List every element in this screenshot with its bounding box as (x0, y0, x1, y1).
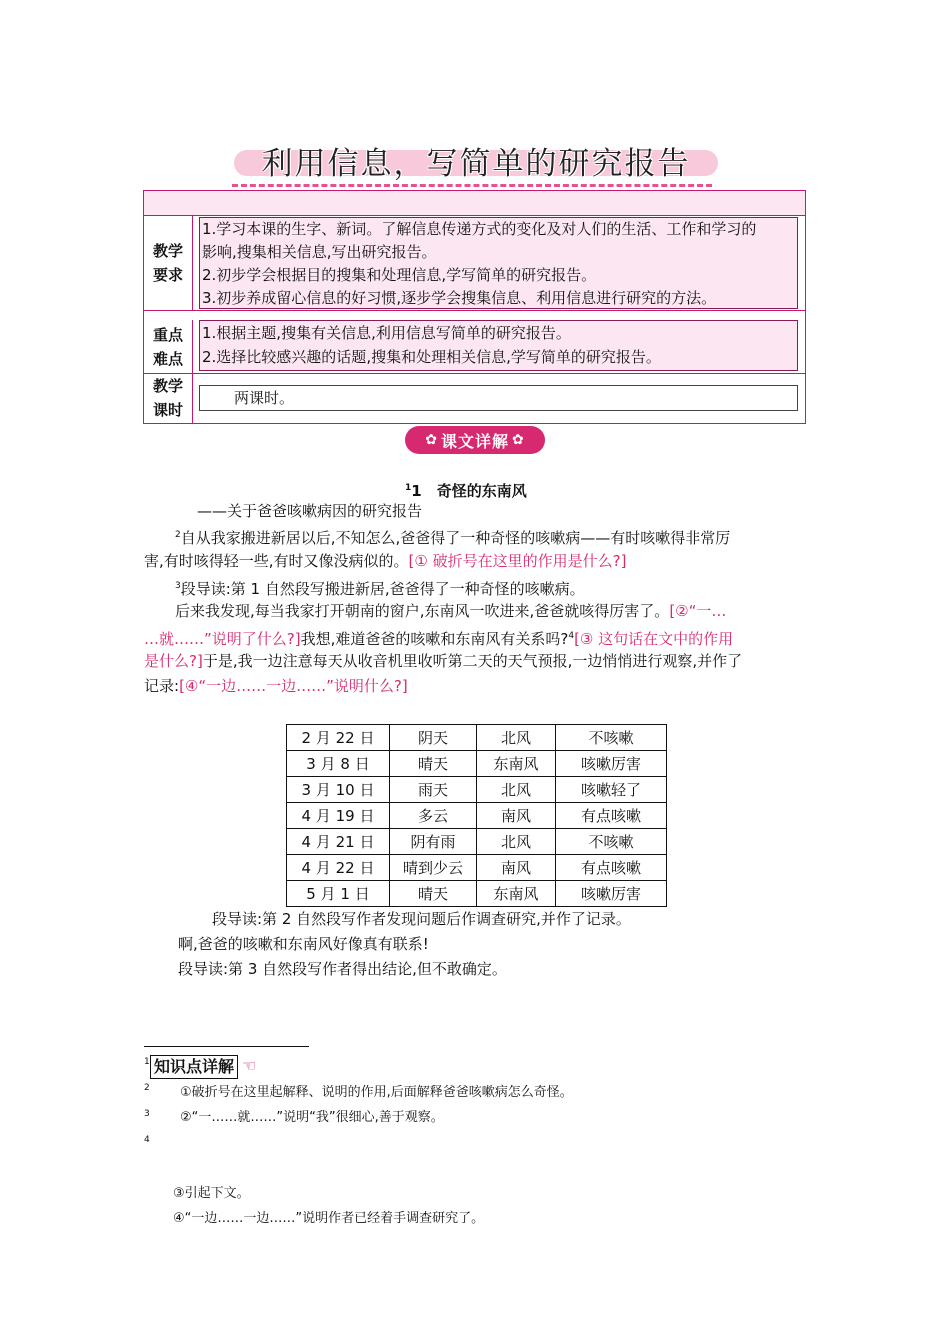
table-row (287, 829, 667, 855)
table-row (287, 777, 667, 803)
req-line-1: 1.学习本课的生字、新词。了解信息传递方式的变化及对人们的生活、工作和学习的 (202, 220, 757, 238)
p2-text: 于是,我一边注意每天从收音机里收听第二天的天气预报,一边悄悄进行观察,并作了 (202, 652, 743, 670)
table-cell: 咳嗽厉害 (556, 881, 667, 907)
table-cell: 东南风 (477, 751, 556, 777)
paragraph-1-line-2 (144, 549, 626, 574)
question-4: [④“一边……一边……”说明什么?] (179, 677, 408, 695)
page-title: 利用信息，写简单的研究报告 (261, 146, 691, 182)
table-row (287, 855, 667, 881)
p2-text: 我想,难道爸爸的咳嗽和东南风有关系吗? (300, 630, 569, 648)
p1-text: 害,有时咳得轻一些,有时又像没病似的。 (144, 552, 409, 570)
badge-text: 课文详解 (440, 431, 509, 451)
table-cell: 3 月 8 日 (287, 751, 390, 777)
table-cell: 有点咳嗽 (556, 803, 667, 829)
section-badge (405, 426, 545, 454)
paragraph-2-line-1 (175, 599, 726, 624)
table-row (287, 751, 667, 777)
label-text: 教学课时 (152, 377, 183, 419)
row-label-class-hours (144, 373, 193, 423)
question-2: [②“一… (669, 602, 727, 620)
key-points-box (199, 320, 798, 371)
table-header-bar (144, 191, 805, 216)
table-cell: 北风 (477, 829, 556, 855)
objectives-table (143, 190, 806, 424)
footnote-number: 4 (144, 1135, 150, 1145)
table-cell: 东南风 (477, 881, 556, 907)
key-line-2: 2.选择比较感兴趣的话题,搜集和处理相关信息,学写简单的研究报告。 (202, 348, 661, 366)
req-line-4: 3.初步养成留心信息的好习惯,逐步学会搜集信息、利用信息进行研究的方法。 (202, 289, 717, 307)
table-cell: 晴天 (390, 751, 477, 777)
question-2: …就……”说明了什么?] (144, 630, 301, 648)
guide-2: 段导读:第 2 自然段写作者发现问题后作调查研究,并作了记录。 (212, 910, 631, 928)
table-cell: 阴天 (390, 725, 477, 751)
footnote-3: ②“一……就……”说明“我”很细心,善于观察。 (180, 1110, 444, 1125)
footnote-mark: 1 (405, 483, 412, 493)
row-teaching-requirements (144, 216, 805, 311)
p2-text: 记录: (144, 677, 180, 695)
table-cell: 5 月 1 日 (287, 881, 390, 907)
table-cell: 4 月 19 日 (287, 803, 390, 829)
table-cell: 晴天 (390, 881, 477, 907)
table-cell: 南风 (477, 855, 556, 881)
table-cell: 咳嗽厉害 (556, 751, 667, 777)
row-label-requirements (144, 216, 193, 310)
star-icon: ✿ (512, 432, 525, 448)
knowledge-box (150, 1055, 238, 1079)
class-hours-box (199, 385, 798, 411)
p2-text: 后来我发现,每当我家打开朝南的窗户,东南风一吹进来,爸爸就咳得厉害了。 (175, 602, 670, 620)
lesson-heading (405, 476, 527, 504)
question-3: 是什么?] (144, 652, 203, 670)
paragraph-2-line-4 (144, 674, 408, 699)
footnote-number: 1 (144, 1057, 150, 1067)
table-cell: 阴有雨 (390, 829, 477, 855)
table-cell: 雨天 (390, 777, 477, 803)
footnote-number: 3 (144, 1109, 150, 1119)
table-cell: 咳嗽轻了 (556, 777, 667, 803)
table-row (287, 725, 667, 751)
footnote-mark: 3 (175, 581, 181, 591)
table-cell: 北风 (477, 777, 556, 803)
table-cell: 南风 (477, 803, 556, 829)
heading-text: 1 奇怪的东南风 (411, 482, 527, 500)
lesson-subtitle: ——关于爸爸咳嗽病因的研究报告 (197, 502, 423, 520)
footnote-mark: 2 (175, 530, 181, 540)
paragraph-2-line-2 (144, 624, 733, 652)
footnote-number: 2 (144, 1083, 150, 1093)
paragraph-3: 啊,爸爸的咳嗽和东南风好像真有联系! (178, 935, 429, 953)
label-text: 重点难点 (152, 325, 183, 368)
table-cell: 多云 (390, 803, 477, 829)
table-cell: 北风 (477, 725, 556, 751)
req-line-2: 影响,搜集相关信息,写出研究报告。 (202, 243, 437, 261)
table-cell: 有点咳嗽 (556, 855, 667, 881)
table-cell: 不咳嗽 (556, 725, 667, 751)
req-line-3: 2.初步学会根据目的搜集和处理信息,学写简单的研究报告。 (202, 266, 597, 284)
footnote-mark: 4 (568, 631, 575, 641)
title-banner (228, 136, 724, 188)
row-class-hours (144, 373, 805, 423)
pointing-hand-icon: ☜ (242, 1056, 257, 1075)
guide-1 (175, 574, 585, 602)
question-1: [① 破折号在这里的作用是什么?] (408, 552, 627, 570)
p1-text: 自从我家搬进新居以后,不知怎么,爸爸得了一种奇怪的咳嗽病——有时咳嗽得非常厉 (180, 529, 731, 547)
paragraph-1-line-1 (175, 523, 730, 551)
footnote-rule (144, 1046, 309, 1047)
table-row (287, 803, 667, 829)
observation-table (286, 724, 667, 907)
title-dash-line (232, 184, 712, 187)
table-cell: 不咳嗽 (556, 829, 667, 855)
table-cell: 2 月 22 日 (287, 725, 390, 751)
knowledge-box-label: 知识点详解 (154, 1057, 235, 1076)
table-cell: 晴到少云 (390, 855, 477, 881)
row-label-key-points (144, 320, 193, 373)
requirements-box (199, 217, 798, 309)
table-cell: 4 月 21 日 (287, 829, 390, 855)
guide-3: 段导读:第 3 自然段写作者得出结论,但不敢确定。 (178, 960, 507, 978)
table-cell: 3 月 10 日 (287, 777, 390, 803)
row-key-points (144, 320, 805, 374)
table-row (287, 881, 667, 907)
key-line-1: 1.根据主题,搜集有关信息,利用信息写简单的研究报告。 (202, 324, 571, 342)
footnote-2: ①破折号在这里起解释、说明的作用,后面解释爸爸咳嗽病怎么奇怪。 (180, 1085, 573, 1100)
paragraph-2-line-3 (144, 649, 742, 674)
star-icon: ✿ (425, 432, 438, 448)
guide-text: 段导读:第 1 自然段写搬进新居,爸爸得了一种奇怪的咳嗽病。 (180, 580, 585, 598)
table-cell: 4 月 22 日 (287, 855, 390, 881)
question-3: [③ 这句话在文中的作用 (574, 630, 734, 648)
footnote-5: ④“一边……一边……”说明作者已经着手调查研究了。 (173, 1211, 485, 1226)
footnote-4: ③引起下文。 (173, 1186, 250, 1201)
label-text: 教学要求 (152, 242, 183, 284)
class-hours-text: 两课时。 (234, 389, 295, 407)
